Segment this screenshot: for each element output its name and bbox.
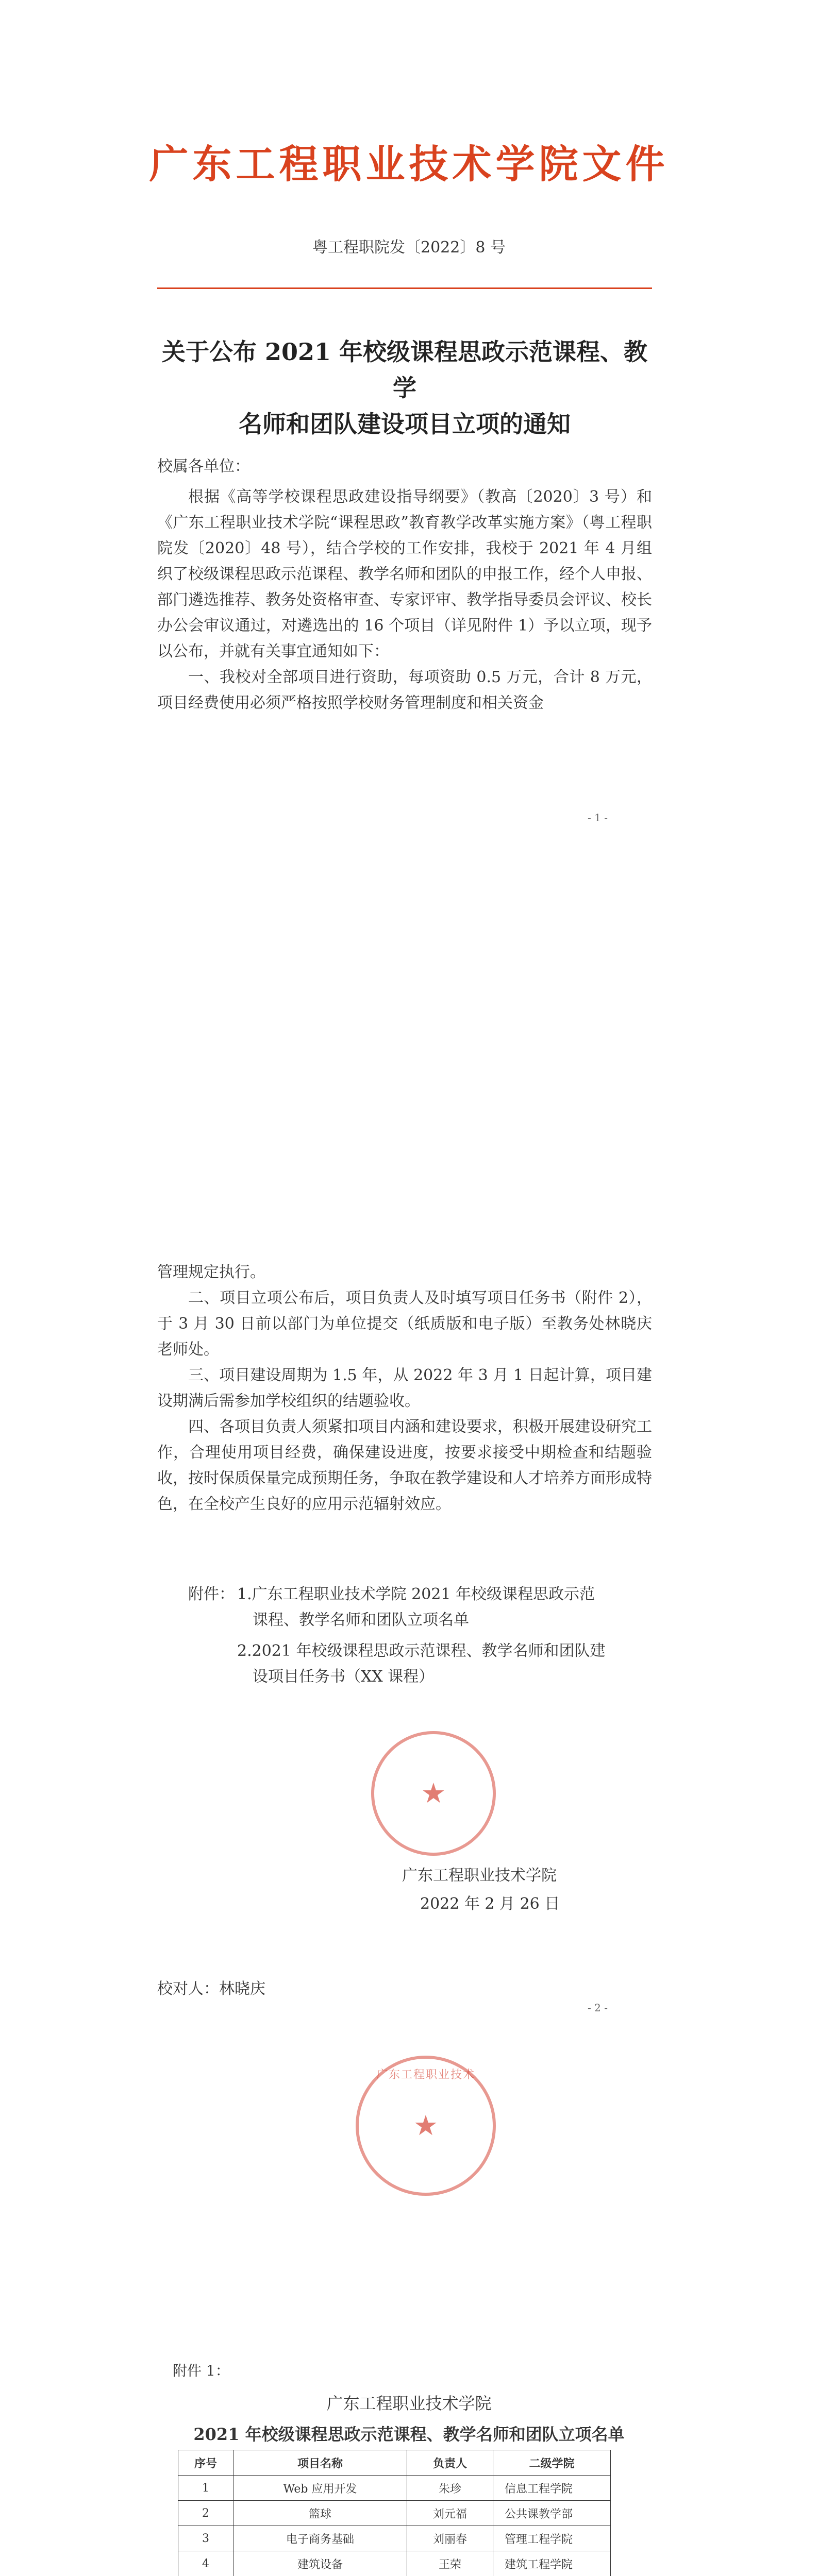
- cell-leader: 王荣: [407, 2551, 493, 2576]
- cell-college: 信息工程学院: [493, 2476, 611, 2501]
- attachment-label: 附件 1：: [173, 2362, 230, 2379]
- notice-title-line-2: 名师和团队建设项目立项的通知: [239, 410, 571, 438]
- cell-number: 2: [178, 2501, 233, 2526]
- table-header-row: [178, 2450, 611, 2476]
- cell-college: 管理工程学院: [493, 2526, 611, 2551]
- seal-star-icon: ★: [413, 2109, 439, 2142]
- cell-project-name: Web 应用开发: [233, 2476, 407, 2501]
- cell-number: 3: [178, 2526, 233, 2551]
- cell-college: 建筑工程学院: [493, 2551, 611, 2576]
- official-seal-stamp-faint: [356, 2056, 496, 2196]
- cell-project-name: 电子商务基础: [233, 2526, 407, 2551]
- cell-project-name: 篮球: [233, 2501, 407, 2526]
- signature-date: 2022 年 2 月 26 日: [420, 1895, 560, 1913]
- page-number: - 2 -: [588, 2002, 608, 2014]
- column-header-leader: 负责人: [407, 2450, 493, 2476]
- notice-title-line-1: 关于公布 2021 年校级课程思政示范课程、教学: [161, 338, 648, 402]
- cell-project-name: 建筑设备: [233, 2551, 407, 2576]
- paragraph-continuation: 管理规定执行。: [157, 1263, 265, 1281]
- attachment-1-line-2: 课程、教学名师和团队立项名单: [253, 1611, 469, 1629]
- paragraph-basis: 根据《高等学校课程思政建设指导纲要》（教高〔2020〕3 号）和《广东工程职业技术学院“课程思政”教育教学改革实施方案》（粤工程职院发〔2020〕48 号），结合学校的工作安排，我校于 2021 年 4 月组织了校级课程思政示范课程、教学名师和团队的申报工作，经个人申报、部门遴选推荐、教务处资格审查、专家评审、教学指导委员会评议、校长办公会审议通过，对遴选出的 16 个项目（详见附件 1）予以立项，现予以公布，并就有关事宜通知如下：: [157, 488, 652, 660]
- list-title: 2021 年校级课程思政示范课程、教学名师和团队立项名单: [193, 2425, 625, 2444]
- notice-title: [157, 334, 652, 442]
- header-red-rule: [157, 287, 652, 289]
- paragraph-funding: 一、我校对全部项目进行资助，每项资助 0.5 万元，合计 8 万元，项目经费使用必须严格按照学校财务管理制度和相关资金: [157, 668, 652, 712]
- paragraph-task-book: 二、项目立项公布后，项目负责人及时填写项目任务书（附件 2），于 3 月 30 日前以部门为单位提交（纸质版和电子版）至教务处林晓庆老师处。: [157, 1289, 652, 1359]
- attachment-1-line-1: 1.广东工程职业技术学院 2021 年校级课程思政示范: [237, 1585, 595, 1603]
- page-number: - 1 -: [588, 811, 608, 824]
- column-header-number: 序号: [178, 2450, 233, 2476]
- project-list-table: [178, 2450, 611, 2576]
- table-row: [178, 2476, 611, 2501]
- document-page-2: [0, 1157, 818, 2313]
- column-header-project: 项目名称: [233, 2450, 407, 2476]
- attachments-label: 附件：: [188, 1585, 235, 1603]
- seal-text: 广东工程职业技术: [376, 2069, 475, 2081]
- list-title-school: 广东工程职业技术学院: [326, 2394, 492, 2413]
- document-page-3: [0, 2313, 818, 2576]
- signature-organization: 广东工程职业技术学院: [402, 1867, 557, 1885]
- proofreader: 校对人：林晓庆: [157, 1980, 265, 1998]
- cell-number: 1: [178, 2476, 233, 2501]
- table-body: [178, 2476, 611, 2576]
- column-header-college: 二级学院: [493, 2450, 611, 2476]
- table-row: [178, 2551, 611, 2576]
- document-number: 粤工程职院发〔2022〕8 号: [312, 239, 506, 257]
- table-row: [178, 2501, 611, 2526]
- attachment-2-line-2: 设项目任务书（XX 课程）: [253, 1668, 435, 1686]
- cell-leader: 刘元福: [407, 2501, 493, 2526]
- cell-leader: 刘丽春: [407, 2526, 493, 2551]
- table-row: [178, 2526, 611, 2551]
- body-paragraphs-page-2: [157, 1260, 652, 1517]
- document-header-title: 广东工程职业技术学院文件: [149, 141, 669, 187]
- body-paragraphs-page-1: [157, 484, 652, 716]
- addressee: 校属各单位：: [157, 457, 250, 476]
- cell-leader: 朱珍: [407, 2476, 493, 2501]
- cell-college: 公共课教学部: [493, 2501, 611, 2526]
- seal-star-icon: ★: [421, 1777, 446, 1809]
- paragraph-period: 三、项目建设周期为 1.5 年，从 2022 年 3 月 1 日起计算，项目建设期满后需参加学校组织的结题验收。: [157, 1366, 652, 1410]
- paragraph-requirements: 四、各项目负责人须紧扣项目内涵和建设要求，积极开展建设研究工作，合理使用项目经费，确保建设进度，按要求接受中期检查和结题验收，按时保质保量完成预期任务，争取在教学建设和人才培养方面形成特色，在全校产生良好的应用示范辐射效应。: [157, 1418, 652, 1513]
- attachment-2-line-1: 2.2021 年校级课程思政示范课程、教学名师和团队建: [237, 1642, 606, 1660]
- official-seal-stamp: [371, 1731, 496, 1856]
- cell-number: 4: [178, 2551, 233, 2576]
- document-page-1: [0, 0, 818, 1157]
